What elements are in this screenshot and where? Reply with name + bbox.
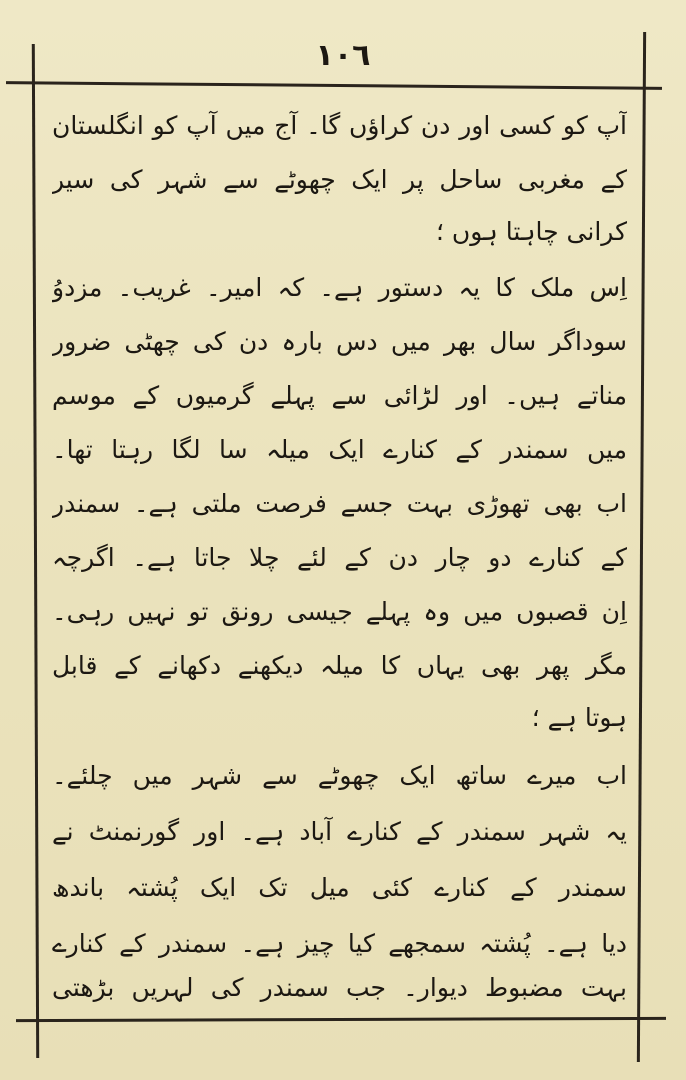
text-line: یہ شہر سمندر کے کنارے آباد ہے۔ اور گورنمنٹ نے [52,817,627,846]
text-line: اِن قصبوں میں وہ پہلے جیسی رونق تو نہیں رہی۔ [52,597,627,626]
bottom-border-rule [16,1017,666,1022]
urdu-text-block [52,100,627,1005]
text-line: بہت مضبوط دیوار۔ جب سمندر کی لہریں بڑھتی [52,973,627,1002]
top-border-rule [6,81,662,90]
text-line: مناتے ہیں۔ اور لڑائی سے پہلے گرمیوں کے موسم [52,381,627,410]
text-line: اب میرے ساتھ ایک چھوٹے سے شہر میں چلئے۔ [52,761,627,790]
text-line: کے کنارے دو چار دن کے لئے چلا جاتا ہے۔ اگرچہ [52,543,627,572]
page-number: ١٠٦ [315,38,371,73]
text-line: کرانی چاہتا ہوں ؛ [435,217,627,246]
left-border-rule [32,44,39,1058]
text-line: اب بھی تھوڑی بہت جسے فرصت ملتی ہے۔ سمندر [52,489,627,518]
text-line: مگر پھر بھی یہاں کا میلہ دیکھنے دکھانے کے قابل [52,651,627,680]
text-line: سمندر کے کنارے کئی میل تک ایک پُشتہ باندھ [52,873,627,902]
text-line: کے مغربی ساحل پر ایک چھوٹے سے شہر کی سیر [52,165,627,194]
text-line: دیا ہے۔ پُشتہ سمجھے کیا چیز ہے۔ سمندر کے کنارے [52,929,627,958]
text-line: اِس ملک کا یہ دستور ہے۔ کہ امیر۔ غریب۔ مزدوُ [52,273,627,302]
right-border-rule [637,32,646,1062]
text-line: میں سمندر کے کنارے ایک میلہ سا لگا رہتا تھا۔ [52,435,627,464]
text-line: آپ کو کسی اور دن کراؤں گا۔ آج میں آپ کو انگلستان [52,111,627,140]
text-line: سوداگر سال بھر میں دس بارہ دن کی چھٹی ضرور [52,327,627,356]
text-line: ہوتا ہے ؛ [531,703,627,732]
